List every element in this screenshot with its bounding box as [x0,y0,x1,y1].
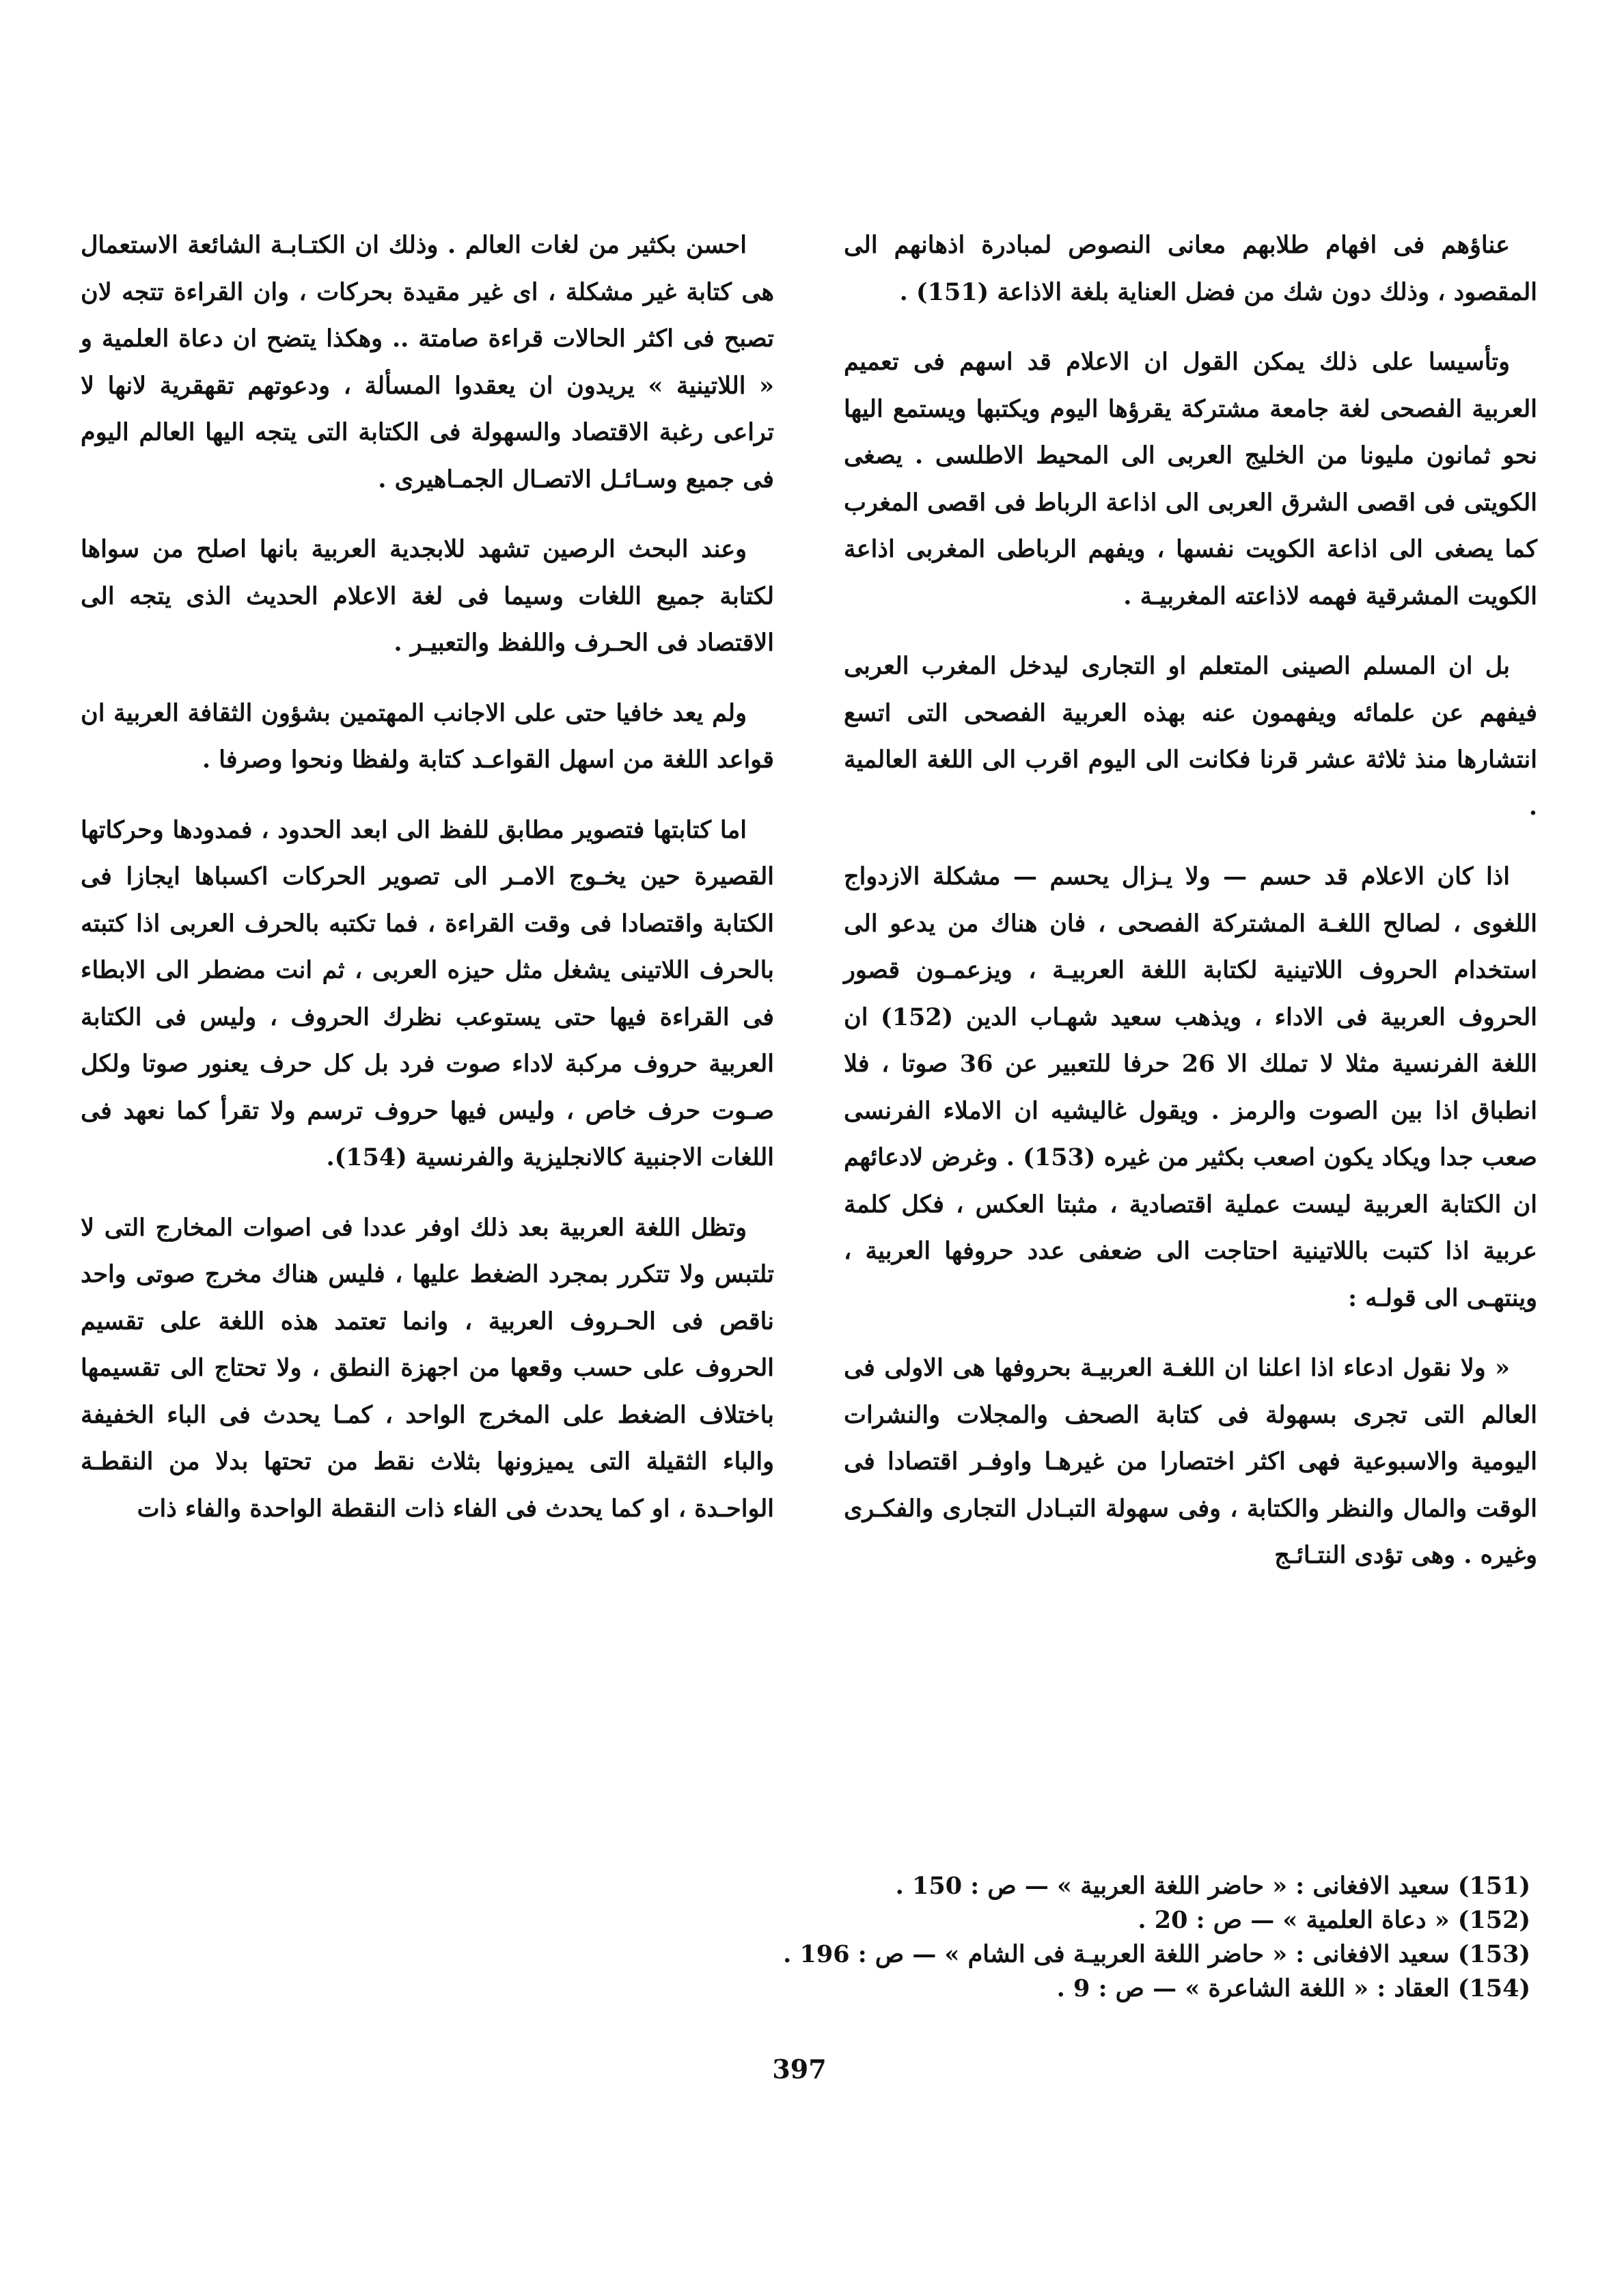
paragraph: اما كتابتها فتصوير مطابق للفظ الى ابعد الحدود ، فمدودها وحركاتها القصيرة حين يخـوج الامـر الى تصوير الحركات اكسباها ايجازا فى الكتابة واقتصادا فى وقت القراءة ، فما تكتبه بالحرف العربى اذا كتبته بالحرف اللاتينى يشغل مثل حيزه العربى ، ثم انت مضطر الى الابطاء فى القراءة فيها حتى يستوعب نظرك الحروف ، وليس فى الكتابة العربية حروف مركبة لاداء صوت فرد بل كل حرف يعنور صوتا ولكل صـوت حرف خاص ، وليس فيها حروف ترسم ولا تقرأ كما نعهد فى اللغات الاجنبية كالانجليزية والفرنسية (154). [81,815,774,1171]
paragraph: ولم يعد خافيا حتى على الاجانب المهتمين بشؤون الثقافة العربية ان قواعد اللغة من اسهل القواعـد كتابة ولفظا ونحوا وصرفا . [81,698,774,774]
paragraph: عناؤهم فى افهام طلابهم معانى النصوص لمبادرة اذهانهم الى المقصود ، وذلك دون شك من فضل العناية بلغة الاذاعة (151) . [844,231,1537,306]
page-number: 397 [772,2054,827,2084]
paragraph: وتأسيسا على ذلك يمكن القول ان الاعلام قد اسهم فى تعميم العربية الفصحى لغة جامعة مشتركة يقرؤها اليوم ويكتبها ويستمع اليها نحو ثمانون مليونا من الخليج العربى الى المحيط الاطلسى . يصغى الكويتى فى اقصى الشرق العربى الى اذاعة الرباط فى اقصى المغرب كما يصغى الى اذاعة الكويت نفسها ، ويفهم الرباطى المغربى اذاعة الكويت المشرقية فهمه لاذاعته المغربيـة . [844,348,1537,610]
paragraph: وتظل اللغة العربية بعد ذلك اوفر عددا فى اصوات المخارج التى لا تلتبس ولا تتكرر بمجرد الضغط عليها ، فليس هناك مخرج صوتى واحد ناقص فى الحـروف العربية ، وانما تعتمد هذه اللغة على تقسيم الحروف على حسب وقعها من اجهزة النطق ، ولا تحتاج الى تقسيمها باختلاف الضغط على المخرج الواحد ، كمـا يحدث فى الباء الخفيفة والباء الثقيلة التى يميزونها بثلاث نقط من تحتها بدلا من النقطـة الواحـدة ، او كما يحدث فى الفاء ذات النقطة الواحدة والفاء ذات [81,1213,774,1523]
paragraph: وعند البحث الرصين تشهد للابجدية العربية بانها اصلح من سواها لكتابة جميع اللغات وسيما فى لغة الاعلام الحديث الذى يتجه الى الاقتصاد فى الحـرف واللفظ والتعبيـر . [81,535,774,657]
right-text-column [844,222,1537,1579]
paragraph: احسن بكثير من لغات العالم . وذلك ان الكتـابـة الشائعة الاستعمال هى كتابة غير مشكلة ، اى غير مقيدة بحركات ، وان القراءة تتجه لان تصبح فى اكثر الحالات قراءة صامتة .. وهكذا يتضح ان دعاة العلمية و « اللاتينية » يريدون ان يعقدوا المسألة ، ودعوتهم تقهقرية لانها لا تراعى رغبة الاقتصاد والسهولة فى الكتابة التى يتجه اليها العالم اليوم فى جميع وسـائـل الاتصـال الجمـاهيرى . [81,231,774,493]
left-text-column [81,222,774,1532]
paragraph: « ولا نقول ادعاء اذا اعلنا ان اللغـة العربيـة بحروفها هى الاولى فى العالم التى تجرى بسهولة فى كتابة الصحف والمجلات والنشرات اليومية والاسبوعية فهى اكثر اختصارا من غيرهـا واوفـر اقتصادا فى الوقت والمال والنظر والكتابة ، وفى سهولة التبـادل التجارى والفكـرى وغيره . وهى تؤدى النتـائـج [844,1354,1537,1569]
paragraph: بل ان المسلم الصينى المتعلم او التجارى ليدخل المغرب العربى فيفهم عن علمائه ويفهمون عنه بهذه العربية الفصحى التى اتسع انتشارها منذ ثلاثة عشر قرنا فكانت الى اليوم اقرب الى اللغة العالمية . [844,652,1537,821]
footnote-153: (153) سعيد الافغانى : « حاضر اللغة العربيـة فى الشام » — ص : 196 . [783,1940,1530,1968]
paragraph: اذا كان الاعلام قد حسم — ولا يـزال يحسم — مشكلة الازدواج اللغوى ، لصالح اللغـة المشتركة الفصحى ، فان هناك من يدعو الى استخدام الحروف اللاتينية لكتابة اللغة العربيـة ، ويزعمـون قصور الحروف العربية فى الاداء ، ويذهب سعيد شهـاب الدين (152) ان اللغة الفرنسية مثلا لا تملك الا 26 حرفا للتعبير عن 36 صوتا ، فلا انطباق اذا بين الصوت والرمز . ويقول غاليشيه ان الاملاء الفرنسى صعب جدا ويكاد يكون اصعب بكثير من غيره (153) . وغرض لادعائهم ان الكتابة العربية ليست عملية اقتصادية ، مثبتا العكس ، فكل كلمة عربية اذا كتبت باللاتينية احتاجت الى ضعفى عدد حروفها العربية ، وينتهـى الى قولـه : [844,862,1537,1312]
footnote-151: (151) سعيد الافغانى : « حاضر اللغة العربية » — ص : 150 . [895,1872,1530,1900]
footnote-154: (154) العقاد : « اللغة الشاعرة » — ص : 9 . [1056,1974,1530,2002]
footnotes [478,1869,1530,2006]
footnote-152: (152) « دعاة العلمية » — ص : 20 . [1138,1906,1530,1934]
